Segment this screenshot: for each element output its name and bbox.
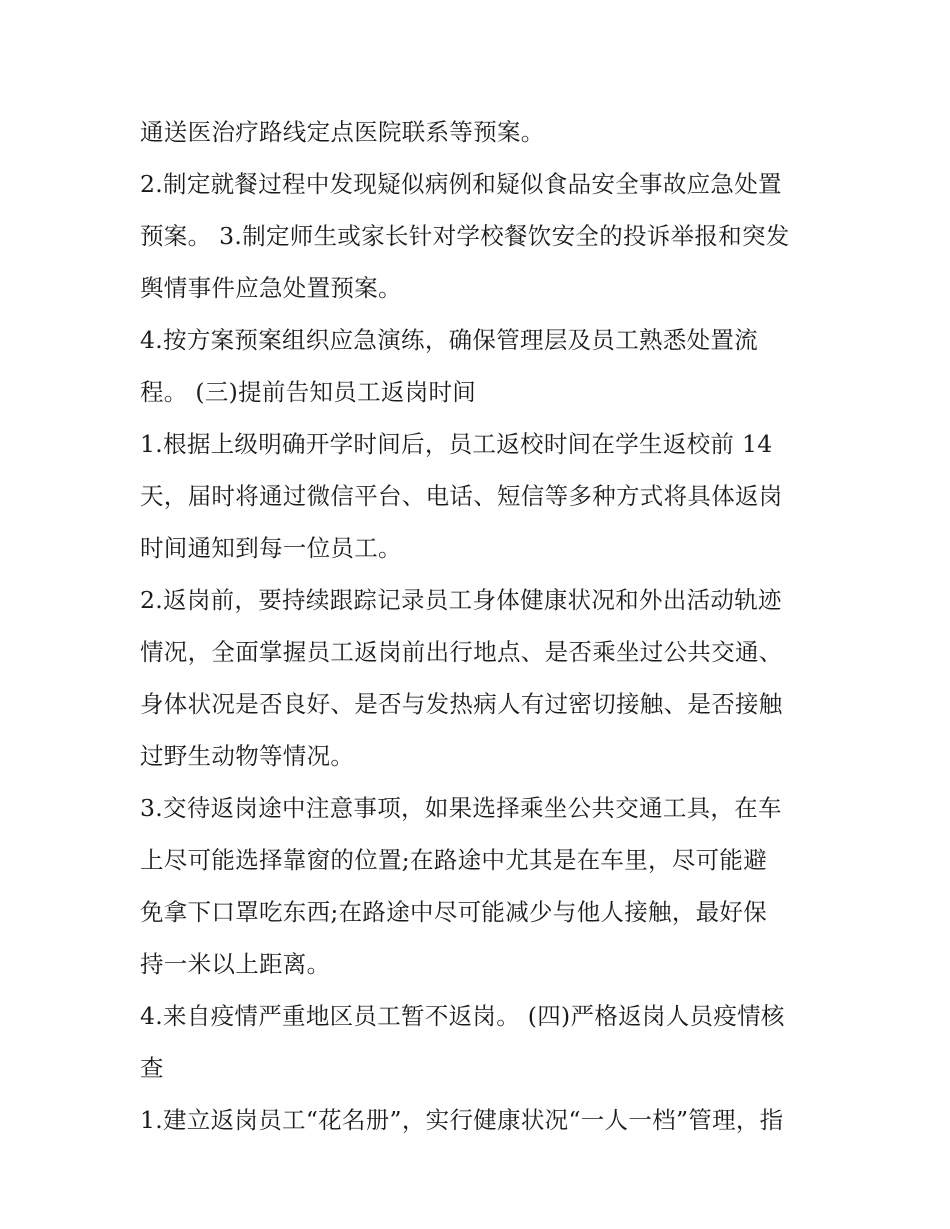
text-line: 身体状况是否良好、是否与发热病人有过密切接触、是否接触 bbox=[140, 690, 783, 718]
text-line: 预案。 3.制定师生或家长针对学校餐饮安全的投诉举报和突发 bbox=[140, 222, 790, 250]
text-line: 2.制定就餐过程中发现疑似病例和疑似食品安全事故应急处置 bbox=[140, 170, 782, 198]
text-line: 4.按方案预案组织应急演练，确保管理层及员工熟悉处置流 bbox=[140, 326, 759, 354]
text-line: 程。 (三)提前告知员工返岗时间 bbox=[140, 378, 477, 406]
text-line: 查 bbox=[140, 1054, 164, 1082]
text-line: 情况，全面掌握员工返岗前出行地点、是否乘坐过公共交通、 bbox=[140, 638, 783, 666]
text-line: 3.交待返岗途中注意事项，如果选择乘坐公共交通工具，在车 bbox=[140, 794, 782, 822]
text-line: 舆情事件应急处置预案。 bbox=[140, 274, 402, 302]
text-line: 通送医治疗路线定点医院联系等预案。 bbox=[140, 118, 545, 146]
text-line: 天，届时将通过微信平台、电话、短信等多种方式将具体返岗 bbox=[140, 482, 783, 510]
text-line: 时间通知到每一位员工。 bbox=[140, 534, 402, 562]
text-line: 免拿下口罩吃东西;在路途中尽可能减少与他人接触，最好保 bbox=[140, 898, 768, 926]
text-line: 2.返岗前，要持续跟踪记录员工身体健康状况和外出活动轨迹 bbox=[140, 586, 782, 614]
text-line: 4.来自疫情严重地区员工暂不返岗。 (四)严格返岗人员疫情核 bbox=[140, 1002, 785, 1030]
document-body bbox=[140, 106, 830, 1146]
text-line: 过野生动物等情况。 bbox=[140, 742, 355, 770]
text-line: 1.根据上级明确开学时间后，员工返校时间在学生返校前 14 bbox=[140, 430, 773, 458]
text-line: 1.建立返岗员工“花名册”，实行健康状况“一人一档”管理，指 bbox=[140, 1106, 784, 1134]
text-line: 上尽可能选择靠窗的位置;在路途中尤其是在车里，尽可能避 bbox=[140, 846, 768, 874]
text-line: 持一米以上距离。 bbox=[140, 950, 331, 978]
